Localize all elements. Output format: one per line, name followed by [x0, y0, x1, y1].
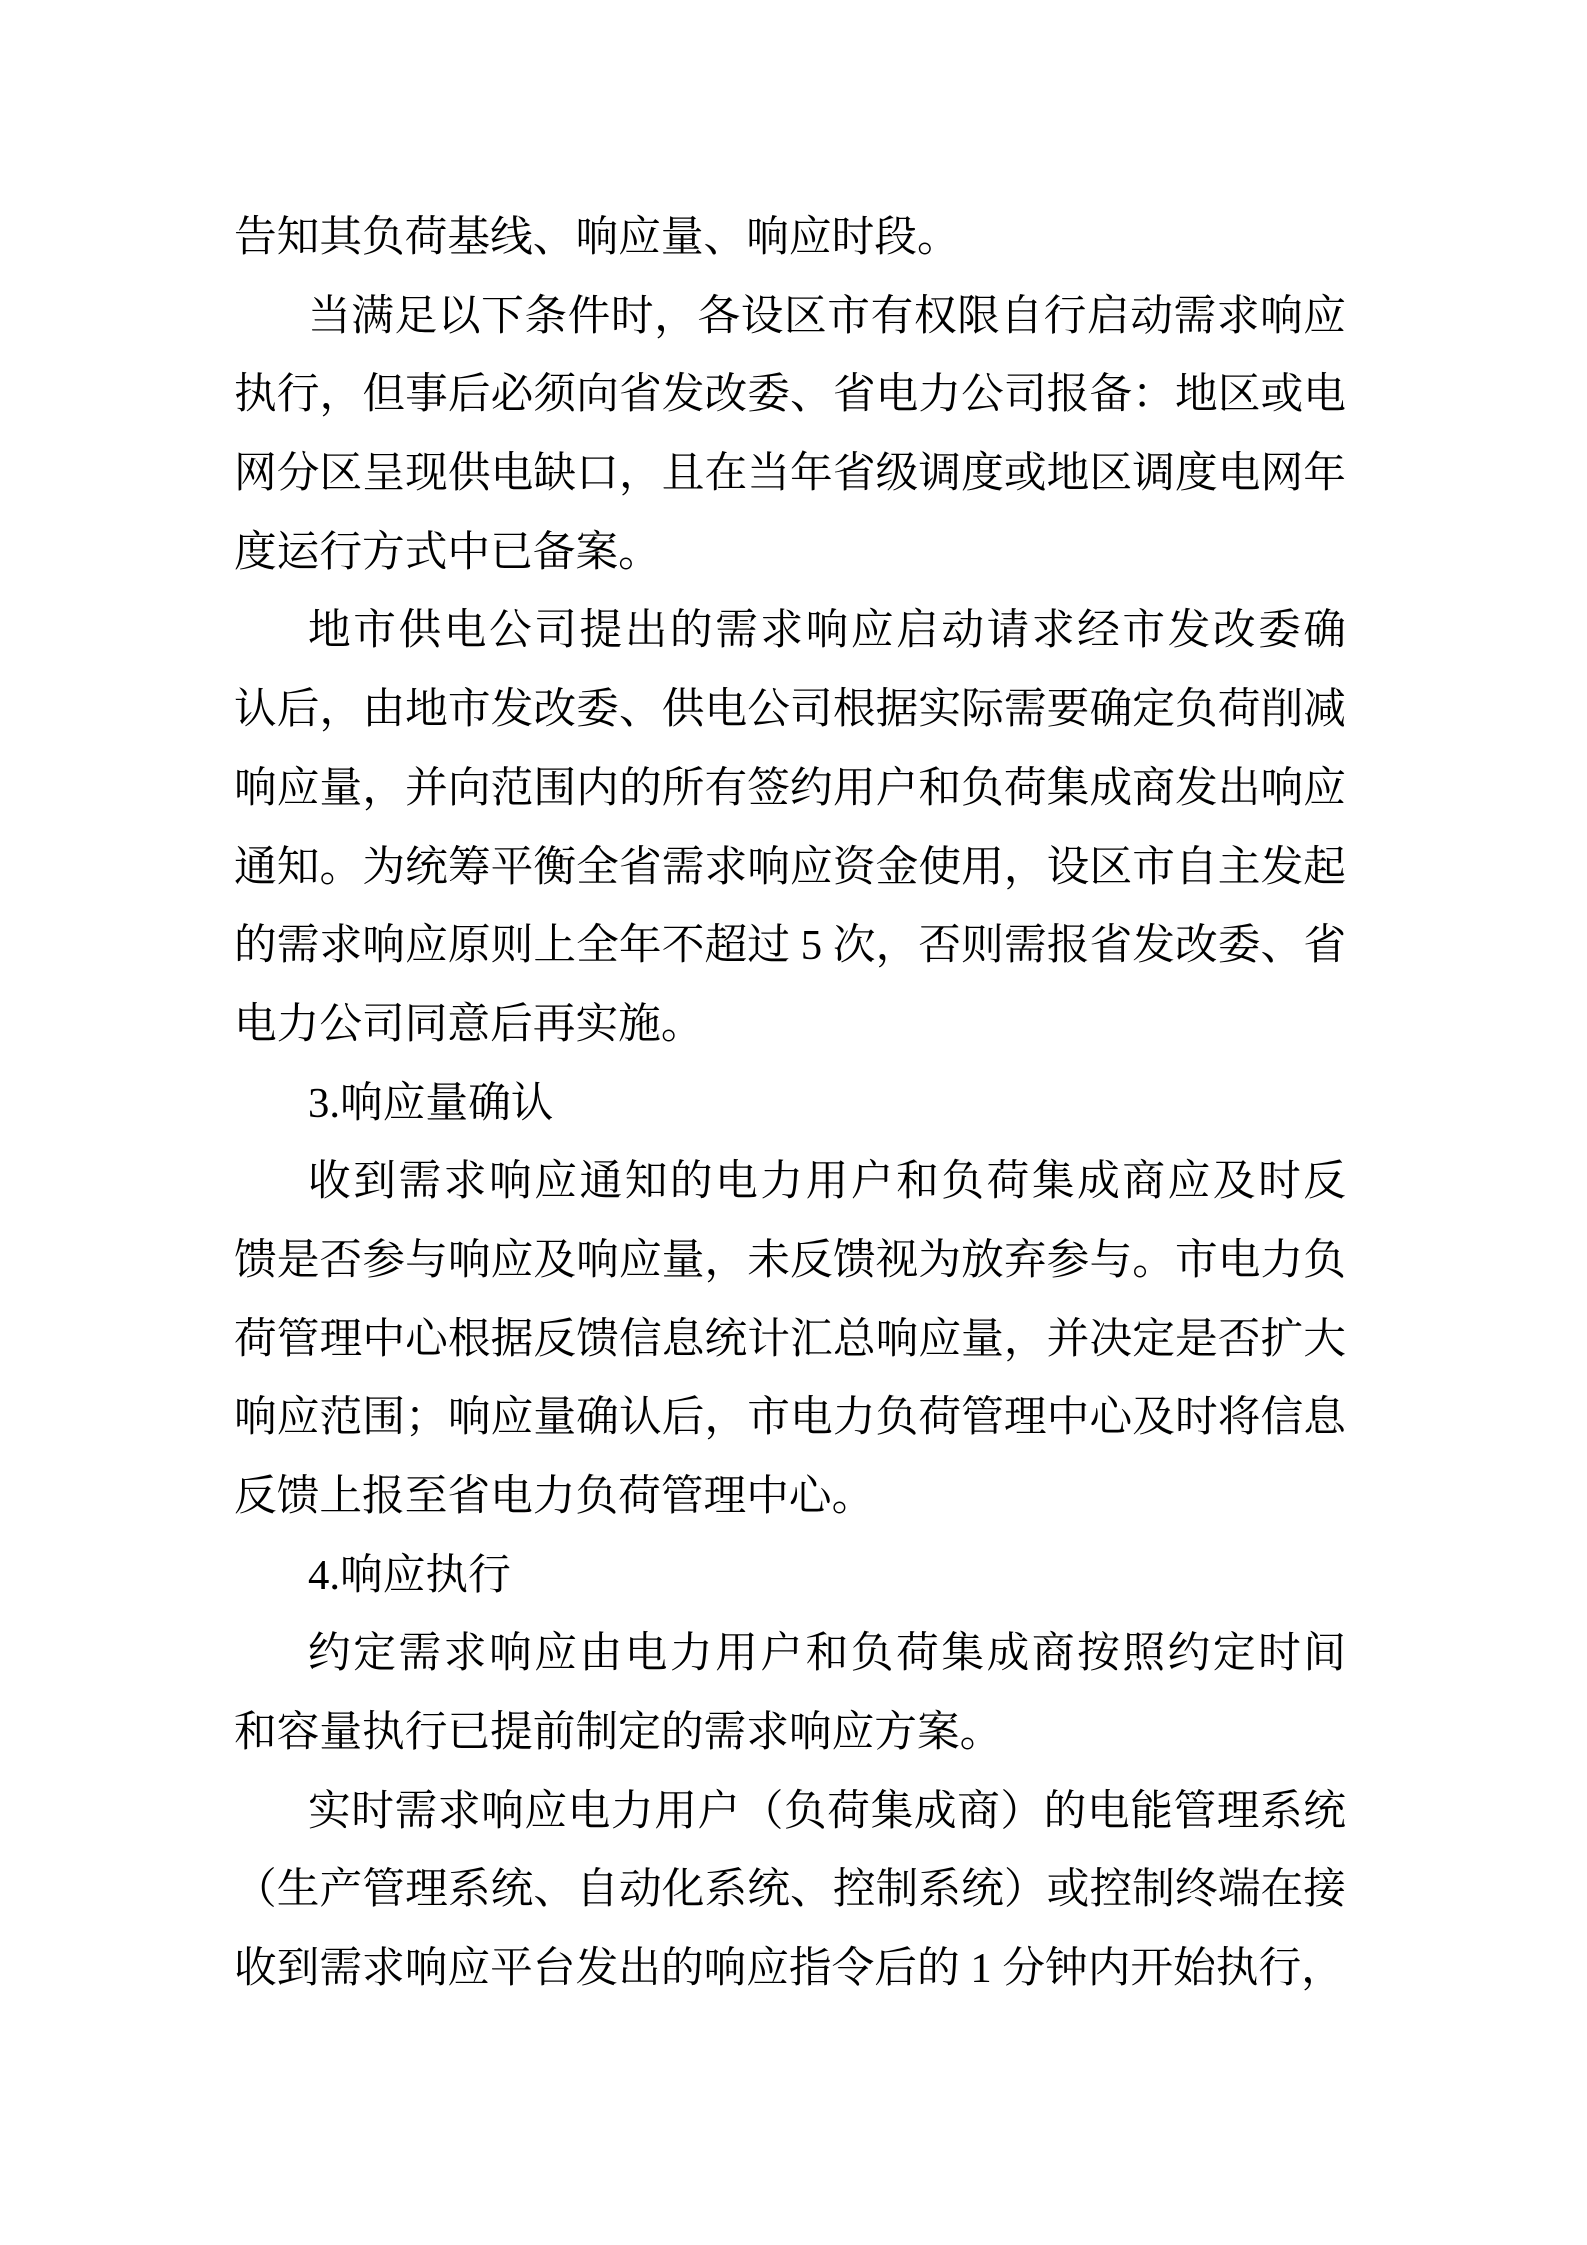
text-line: 响应范围；响应量确认后，市电力负荷管理中心及时将信息: [234, 1394, 1346, 1442]
text-line: 通知。为统筹平衡全省需求响应资金使用，设区市自主发起: [234, 843, 1346, 891]
text-line: 网分区呈现供电缺口，且在当年省级调度或地区调度电网年: [234, 450, 1346, 498]
text-line: 响应量，并向范围内的所有签约用户和负荷集成商发出响应: [234, 764, 1346, 812]
text-line: 4.响应执行: [308, 1551, 511, 1599]
text-line: 收到需求响应通知的电力用户和负荷集成商应及时反: [308, 1158, 1346, 1206]
text-line: 收到需求响应平台发出的响应指令后的 1 分钟内开始执行，: [234, 1945, 1344, 1993]
text-line: 约定需求响应由电力用户和负荷集成商按照约定时间: [308, 1630, 1346, 1678]
text-line: 度运行方式中已备案。: [234, 528, 661, 576]
text-line: 反馈上报至省电力负荷管理中心。: [234, 1473, 875, 1520]
text-line: 的需求响应原则上全年不超过 5 次，否则需报省发改委、省: [234, 922, 1347, 970]
text-line: 馈是否参与响应及响应量，未反馈视为放弃参与。市电力负: [234, 1236, 1346, 1284]
text-line: 认后，由地市发改委、供电公司根据实际需要确定负荷削减: [234, 686, 1346, 734]
text-line: 执行，但事后必须向省发改委、省电力公司报备：地区或电: [234, 371, 1346, 419]
text-line: 实时需求响应电力用户（负荷集成商）的电能管理系统: [308, 1787, 1346, 1835]
text-line: 地市供电公司提出的需求响应启动请求经市发改委确: [308, 607, 1346, 655]
text-line: 荷管理中心根据反馈信息统计汇总响应量，并决定是否扩大: [234, 1315, 1346, 1363]
text-line: 电力公司同意后再实施。: [234, 1000, 704, 1048]
text-line: 3.响应量确认: [308, 1079, 554, 1127]
text-line: （生产管理系统、自动化系统、控制系统）或控制终端在接: [234, 1866, 1346, 1914]
text-line: 当满足以下条件时，各设区市有权限自行启动需求响应: [308, 292, 1346, 340]
document-body: [234, 199, 1346, 2009]
text-line: 告知其负荷基线、响应量、响应时段。: [234, 214, 960, 261]
text-line: 和容量执行已提前制定的需求响应方案。: [234, 1709, 1003, 1757]
